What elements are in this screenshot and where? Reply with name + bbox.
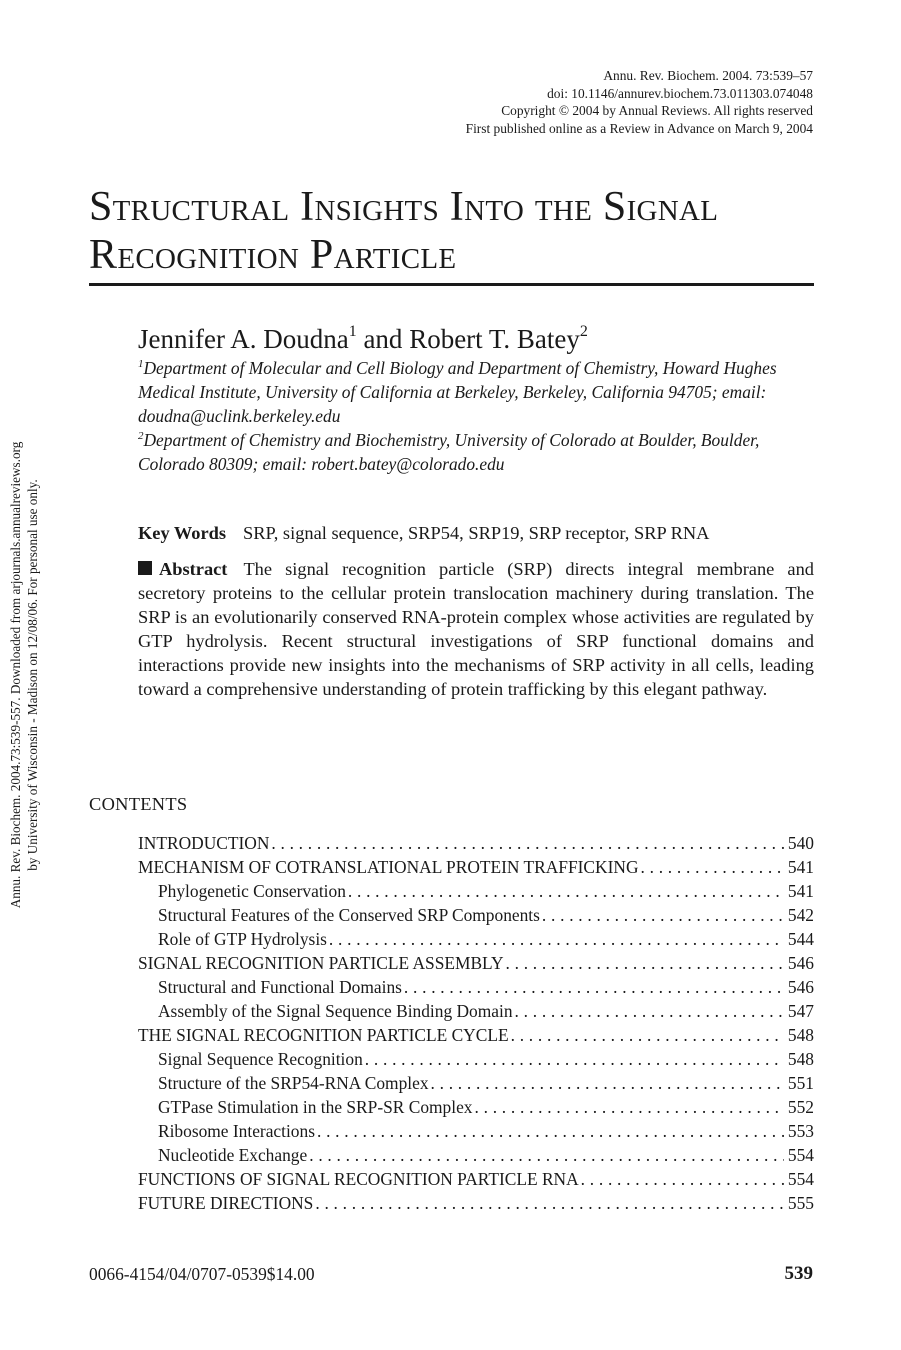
toc-dot-leader [365, 1047, 784, 1071]
toc-entry-page: 546 [787, 953, 814, 973]
toc-dot-leader [309, 1143, 784, 1167]
toc-entry-title: FUNCTIONS OF SIGNAL RECOGNITION PARTICLE RNA [138, 1169, 579, 1189]
toc-subsection-entry [138, 999, 814, 1023]
toc-dot-leader [542, 903, 784, 927]
toc-dot-leader [511, 1023, 784, 1047]
toc-entry-page: 553 [787, 1121, 814, 1141]
toc-entry-title: THE SIGNAL RECOGNITION PARTICLE CYCLE [138, 1025, 509, 1045]
toc-section-entry [138, 951, 814, 975]
toc-entry-title: GTPase Stimulation in the SRP-SR Complex [158, 1097, 473, 1117]
toc-section-entry [138, 1167, 814, 1191]
page-number: 539 [784, 1263, 813, 1284]
toc-dot-leader [581, 1167, 784, 1191]
affiliation-1-mark: 1 [138, 358, 144, 370]
article-title [89, 183, 819, 279]
download-notice [2, 380, 46, 970]
toc-section-entry [138, 1023, 814, 1047]
square-bullet-icon [138, 561, 152, 575]
affiliation-1-text: Department of Molecular and Cell Biology and Department of Chemistry, Howard Hughes Medical Institute, University of California at Berkeley, Berkeley, California 94705; email: doudna@uclink.berkeley.edu [138, 358, 777, 426]
journal-citation: Annu. Rev. Biochem. 2004. 73:539–57 [603, 68, 813, 83]
toc-dot-leader [404, 975, 784, 999]
toc-subsection-entry [138, 927, 814, 951]
toc-entry-title: Structure of the SRP54-RNA Complex [158, 1073, 429, 1093]
contents-heading: CONTENTS [89, 794, 188, 814]
toc-entry-page: 541 [787, 881, 814, 901]
keywords-label: Key Words [138, 523, 227, 543]
toc-section-entry [138, 831, 814, 855]
author-list [138, 322, 588, 356]
author-1-affiliation-mark: 1 [348, 323, 357, 340]
toc-subsection-entry [138, 1119, 814, 1143]
toc-section-entry [138, 1191, 814, 1215]
toc-entry-title: Structural and Functional Domains [158, 977, 402, 997]
toc-entry-page: 541 [787, 857, 814, 877]
toc-entry-title: Structural Features of the Conserved SRP Components [158, 905, 540, 925]
toc-dot-leader [641, 855, 784, 879]
toc-entry-title: SIGNAL RECOGNITION PARTICLE ASSEMBLY [138, 953, 504, 973]
toc-entry-page: 542 [787, 905, 814, 925]
doi: doi: 10.1146/annurev.biochem.73.011303.074048 [547, 85, 813, 101]
toc-dot-leader [271, 831, 784, 855]
toc-entry-title: FUTURE DIRECTIONS [138, 1193, 314, 1213]
toc-dot-leader [506, 951, 784, 975]
toc-subsection-entry [138, 1047, 814, 1071]
toc-dot-leader [317, 1119, 784, 1143]
toc-dot-leader [515, 999, 784, 1023]
affiliation-2-mark: 2 [138, 430, 144, 442]
toc-subsection-entry [138, 879, 814, 903]
toc-section-entry [138, 855, 814, 879]
toc-dot-leader [475, 1095, 784, 1119]
toc-entry-title: MECHANISM OF COTRANSLATIONAL PROTEIN TRAFFICKING [138, 857, 639, 877]
citation-header [466, 67, 813, 137]
toc-subsection-entry [138, 1143, 814, 1167]
toc-entry-title: INTRODUCTION [138, 833, 270, 853]
author-2: Robert T. Batey [409, 324, 580, 354]
article-title-line-2: Recognition Particle [89, 232, 457, 278]
toc-entry-title: Nucleotide Exchange [158, 1145, 308, 1165]
abstract-label: Abstract [159, 559, 228, 579]
download-notice-line-2: by University of Wisconsin - Madison on 12/08/06. For personal use only. [25, 479, 40, 871]
author-conjunction: and [356, 324, 410, 354]
toc-entry-page: 544 [787, 929, 814, 949]
abstract [138, 557, 814, 701]
download-notice-line-1: Annu. Rev. Biochem. 2004.73:539-557. Downloaded from arjournals.annualreviews.org [8, 441, 23, 909]
toc-dot-leader [315, 1191, 784, 1215]
author-2-affiliation-mark: 2 [579, 323, 588, 340]
toc-subsection-entry [138, 1071, 814, 1095]
toc-dot-leader [431, 1071, 784, 1095]
toc-entry-page: 554 [787, 1169, 814, 1189]
table-of-contents [138, 831, 814, 1215]
toc-subsection-entry [138, 1095, 814, 1119]
toc-dot-leader [329, 927, 784, 951]
toc-entry-page: 555 [787, 1193, 814, 1213]
toc-entry-page: 551 [787, 1073, 814, 1093]
affiliations [138, 356, 814, 476]
article-code: 0066-4154/04/0707-0539$14.00 [89, 1264, 315, 1284]
copyright-notice: Copyright © 2004 by Annual Reviews. All rights reserved [501, 103, 813, 119]
toc-entry-title: Role of GTP Hydrolysis [158, 929, 327, 949]
affiliation-1 [138, 356, 814, 428]
toc-entry-page: 546 [787, 977, 814, 997]
toc-entry-title: Assembly of the Signal Sequence Binding Domain [158, 1001, 513, 1021]
toc-dot-leader [348, 879, 784, 903]
toc-subsection-entry [138, 903, 814, 927]
affiliation-2-text: Department of Chemistry and Biochemistry, University of Colorado at Boulder, Boulder, Colorado 80309; email: robert.batey@colorado.edu [138, 430, 760, 474]
toc-entry-page: 548 [787, 1025, 814, 1045]
publication-date: First published online as a Review in Advance on March 9, 2004 [465, 120, 813, 136]
toc-entry-page: 548 [787, 1049, 814, 1069]
keywords [138, 521, 818, 545]
article-title-line-1: Structural Insights Into the Signal [89, 184, 719, 230]
toc-entry-page: 554 [787, 1145, 814, 1165]
keywords-text: SRP, signal sequence, SRP54, SRP19, SRP receptor, SRP RNA [243, 523, 710, 543]
abstract-text: The signal recognition particle (SRP) directs integral membrane and secretory proteins to the cellular protein translocation machinery during translation. The SRP is an evolutionarily conserved RNA-protein complex whose activities are regulated by GTP hydrolysis. Recent structural investigations of SRP functional domains and interactions provide new insights into the mechanisms of SRP activity in all cells, leading toward a comprehensive understanding of protein trafficking by this elegant pathway. [138, 559, 814, 699]
toc-subsection-entry [138, 975, 814, 999]
toc-entry-page: 552 [787, 1097, 814, 1117]
toc-entry-page: 540 [787, 833, 814, 853]
toc-entry-title: Ribosome Interactions [158, 1121, 315, 1141]
affiliation-2 [138, 428, 814, 476]
toc-entry-title: Phylogenetic Conservation [158, 881, 346, 901]
title-divider [89, 283, 814, 286]
author-1: Jennifer A. Doudna [138, 324, 349, 354]
toc-entry-title: Signal Sequence Recognition [158, 1049, 363, 1069]
toc-entry-page: 547 [787, 1001, 814, 1021]
